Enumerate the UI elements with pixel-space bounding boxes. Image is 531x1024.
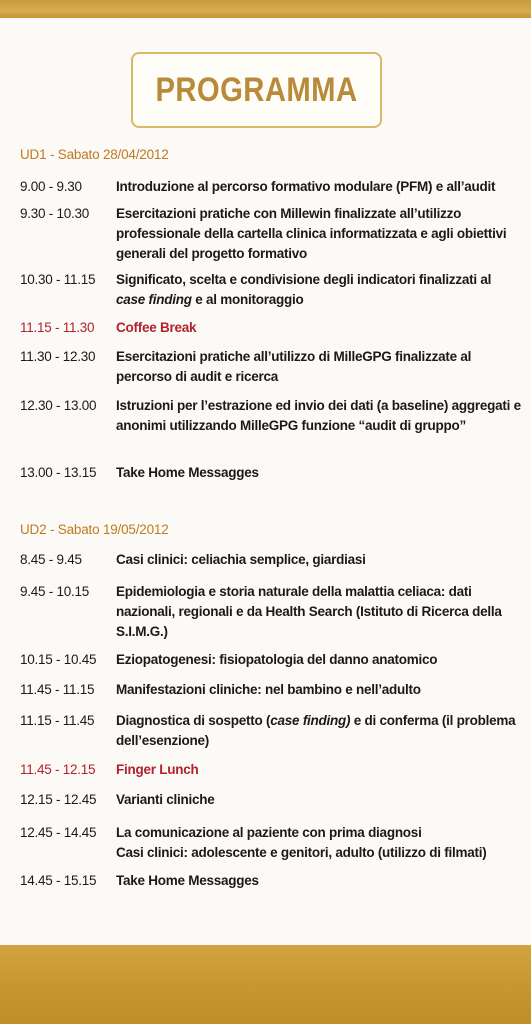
row-time: 9.30 - 10.30 bbox=[20, 206, 90, 221]
row-description-part: Significato, scelta e condivisione degli indicatori finalizzati al bbox=[116, 272, 492, 287]
section-header-ud1: UD1 - Sabato 28/04/2012 bbox=[20, 147, 169, 162]
page-title: PROGRAMMA bbox=[155, 70, 358, 109]
row-description: Istruzioni per l’estrazione ed invio dei dati (a baseline) aggregati e anonimi utilizzando MilleGPG funzione “audit di gruppo” bbox=[116, 398, 521, 433]
row-time: 10.15 - 10.45 bbox=[20, 652, 97, 667]
row-description: Coffee Break bbox=[116, 320, 197, 335]
row-description-italic: case finding bbox=[116, 292, 192, 307]
programma-title-box bbox=[131, 52, 382, 128]
row-time: 10.30 - 11.15 bbox=[20, 272, 96, 287]
row-description bbox=[116, 711, 522, 751]
row-description bbox=[116, 823, 522, 863]
row-time: 9.00 - 9.30 bbox=[20, 179, 82, 194]
row-time: 8.45 - 9.45 bbox=[20, 552, 82, 567]
row-time: 11.45 - 11.15 bbox=[20, 682, 95, 697]
bottom-gold-band bbox=[0, 945, 531, 1024]
row-time: 9.45 - 10.15 bbox=[20, 584, 90, 599]
row-time: 11.30 - 12.30 bbox=[20, 349, 96, 364]
row-time: 12.15 - 12.45 bbox=[20, 792, 97, 807]
section-header-ud2: UD2 - Sabato 19/05/2012 bbox=[20, 522, 169, 537]
row-description-part: Diagnostica di sospetto ( bbox=[116, 713, 271, 728]
row-description-part: e di conferma (il problema dell’esenzione) bbox=[116, 713, 516, 748]
row-description: Introduzione al percorso formativo modulare (PFM) e all’audit bbox=[116, 179, 496, 194]
row-description: Casi clinici: celiachia semplice, giardiasi bbox=[116, 552, 366, 567]
row-description-line: La comunicazione al paziente con prima diagnosi bbox=[116, 825, 422, 840]
row-time: 11.45 - 12.15 bbox=[20, 762, 96, 777]
row-description: Finger Lunch bbox=[116, 762, 199, 777]
row-description: Take Home Messagges bbox=[116, 465, 259, 480]
row-description-italic: case finding) bbox=[270, 713, 351, 728]
row-time: 14.45 - 15.15 bbox=[20, 873, 97, 888]
row-description: Manifestazioni cliniche: nel bambino e nell’adulto bbox=[116, 682, 421, 697]
top-gold-band bbox=[0, 0, 531, 18]
row-description: Varianti cliniche bbox=[116, 792, 215, 807]
row-description bbox=[116, 270, 522, 310]
row-time: 13.00 - 13.15 bbox=[20, 465, 97, 480]
row-description: Epidemiologia e storia naturale della malattia celiaca: dati nazionali, regionali e da Health Search (Istituto di Ricerca della S.I.M.G.) bbox=[116, 584, 502, 639]
row-time: 12.45 - 14.45 bbox=[20, 825, 97, 840]
row-time: 11.15 - 11.45 bbox=[20, 713, 95, 728]
row-description: Take Home Messagges bbox=[116, 873, 259, 888]
row-description-part: e al monitoraggio bbox=[191, 292, 304, 307]
row-time: 11.15 - 11.30 bbox=[20, 320, 95, 335]
row-time: 12.30 - 13.00 bbox=[20, 398, 97, 413]
row-description: Eziopatogenesi: fisiopatologia del danno anatomico bbox=[116, 652, 438, 667]
row-description-line: Casi clinici: adolescente e genitori, adulto (utilizzo di filmati) bbox=[116, 845, 487, 860]
row-description: Esercitazioni pratiche all’utilizzo di MilleGPG finalizzate al percorso di audit e ricerca bbox=[116, 349, 472, 384]
row-description: Esercitazioni pratiche con Millewin finalizzate all’utilizzo professionale della cartella clinica informatizzata e agli obiettivi generali del progetto formativo bbox=[116, 206, 507, 261]
